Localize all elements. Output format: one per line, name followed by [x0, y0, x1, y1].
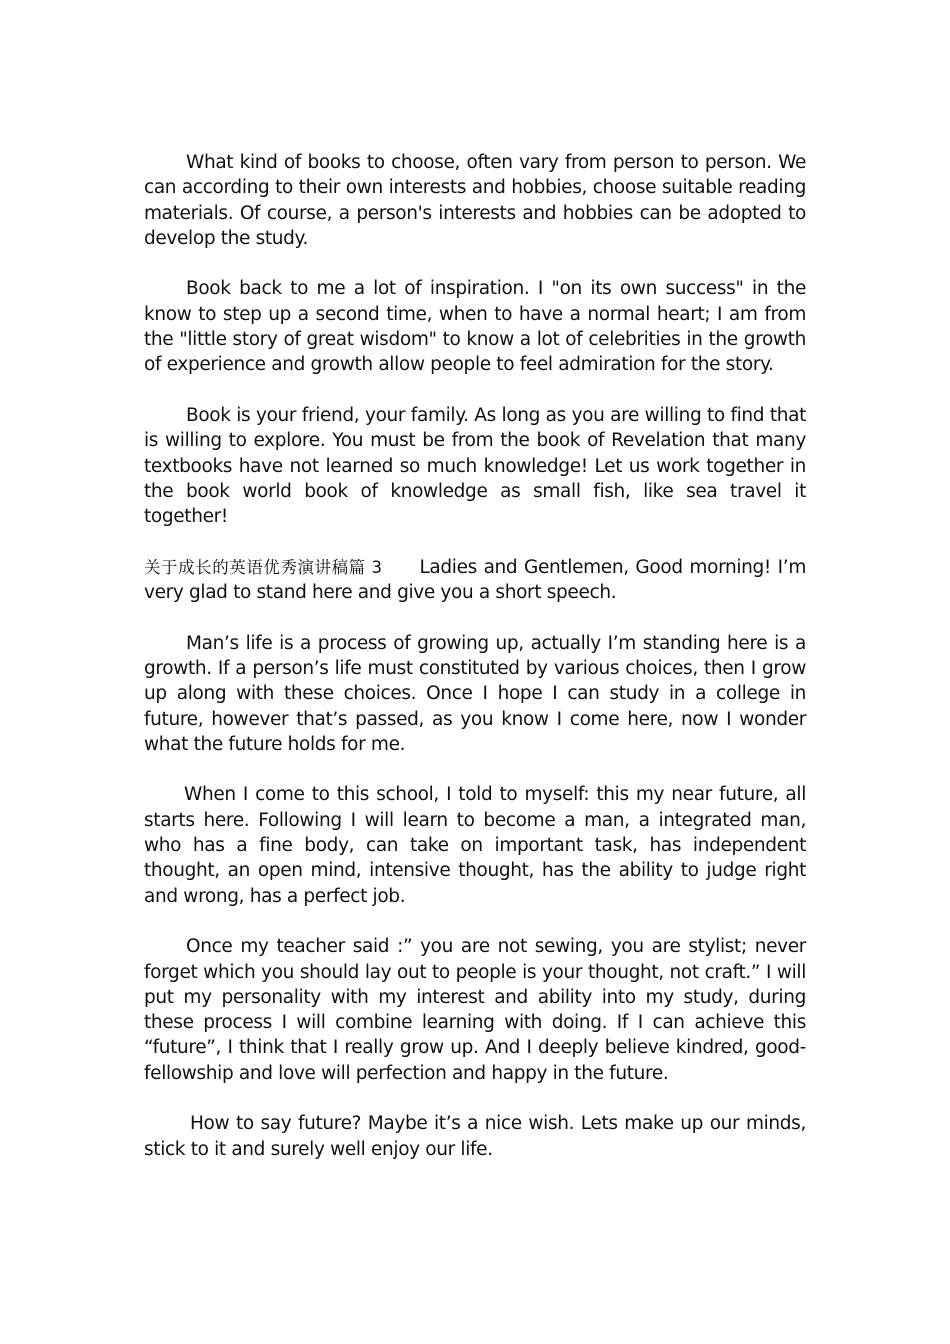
speech-intro: Ladies and Gentlemen, Good morning! I’m very glad to stand here and give you a short speech. [144, 556, 806, 604]
paragraph-say-future: How to say future? Maybe it’s a nice wish. Lets make up our minds, stick to it and surely well enjoy our life. [144, 1113, 806, 1160]
paragraph-growing-up: Man’s life is a process of growing up, actually I’m standing here is a growth. If a person’s life must constituted by various choices, then I grow up along with these choices. Once I hope I can study in a college in future, however that’s passed, as you know I come here, now I wonder what the future holds for me. [144, 632, 806, 755]
paragraph-teacher-said: Once my teacher said :” you are not sewing, you are stylist; never forget which you should lay out to people is your thought, not craft.” I will put my personality with my interest and ability into my study, during these process I will combine learning with doing. If I can achieve this “future”, I think that I really grow up. And I deeply believe kindred, good-fellowship and love will perfection and happy in the future. [144, 936, 806, 1084]
paragraph-books-choice: What kind of books to choose, often vary from person to person. We can according to their own interests and hobbies, choose suitable reading materials. Of course, a person's interests and hobbies can be adopted to develop the study. [144, 152, 806, 249]
paragraph-books-friend: Book is your friend, your family. As long as you are willing to find that is willing to explore. You must be from the book of Revelation that many textbooks have not learned so much knowledge! Let us work together in the book world book of knowledge as small fish, like sea travel it together! [144, 404, 806, 528]
document-body [144, 150, 806, 1187]
paragraph-books-inspiration: Book back to me a lot of inspiration. I "on its own success" in the know to step up a second time, when to have a normal heart; I am from the "little story of great wisdom" to know a lot of celebrities in the growth of experience and growth allow people to feel admiration for the story. [144, 278, 806, 376]
section-heading-paragraph [144, 555, 806, 606]
paragraph-school-future: When I come to this school, I told to myself: this my near future, all starts here. Following I will learn to become a man, a integrated man, who has a fine body, can take on important task, has independent thought, an open mind, intensive thought, has the ability to judge right and wrong, has a perfect job. [144, 784, 806, 907]
section-heading: 关于成长的英语优秀演讲稿篇 3 [144, 557, 382, 577]
